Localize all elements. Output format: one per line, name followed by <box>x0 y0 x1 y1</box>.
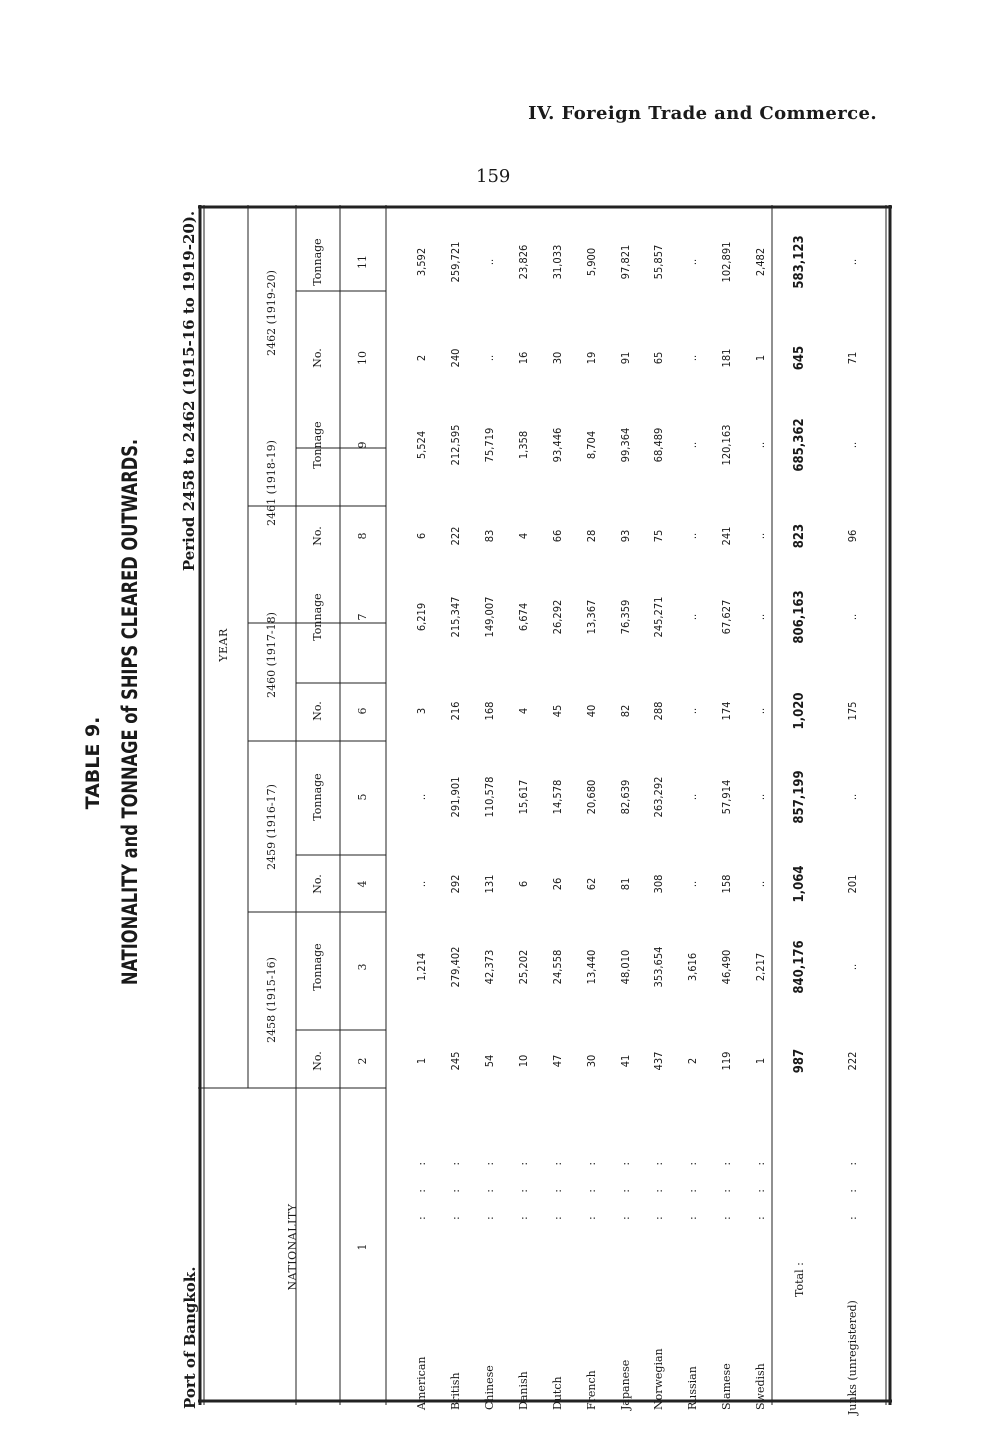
tonnage-cell: 149,007 <box>483 596 496 638</box>
row-leader-dots: : : : <box>846 1151 859 1220</box>
column-number: 6 <box>356 707 369 715</box>
no-cell: 6 <box>517 880 530 888</box>
tonnage-cell: 14,578 <box>551 779 564 815</box>
row-leader-dots: : : : <box>517 1151 530 1220</box>
tonnage-cell: .. <box>686 258 699 266</box>
nationality-name: Swedish <box>754 1363 767 1410</box>
row-leader-dots: : : : <box>483 1151 496 1220</box>
row-leader-dots: : : : <box>754 1151 767 1220</box>
no-cell: 41 <box>619 1054 632 1068</box>
year-label: 2461 (1918-19) <box>265 440 278 526</box>
no-cell: .. <box>686 707 699 715</box>
tonnage-cell: 120,163 <box>720 424 733 466</box>
tonnage-cell: 93,446 <box>551 427 564 463</box>
no-cell: 40 <box>585 704 598 718</box>
junks-tonnage-cell: .. <box>846 441 859 449</box>
no-cell: 83 <box>483 529 496 543</box>
no-cell: .. <box>686 532 699 540</box>
tonnage-cell: 6,674 <box>517 602 530 632</box>
year-label: 2462 (1919-20) <box>265 270 278 356</box>
row-leader-dots: : : : <box>585 1151 598 1220</box>
no-cell: 6 <box>415 532 428 540</box>
tonnage-column-label: Tonnage <box>311 773 324 821</box>
nationality-name: British <box>449 1372 462 1410</box>
tonnage-cell: 26,292 <box>551 599 564 635</box>
tonnage-cell: 31,033 <box>551 244 564 280</box>
no-cell: 158 <box>720 874 733 894</box>
no-cell: 75 <box>652 529 665 543</box>
no-cell: 168 <box>483 701 496 721</box>
tonnage-cell: 245,271 <box>652 596 665 638</box>
no-cell: 81 <box>619 877 632 891</box>
no-column-label: No. <box>311 348 324 368</box>
column-number: 7 <box>356 613 369 621</box>
junks-label: Junks (unregistered) <box>846 1300 859 1415</box>
year-label: 2458 (1915-16) <box>265 957 278 1043</box>
no-cell: 1 <box>754 1057 767 1065</box>
row-leader-dots: : : : <box>652 1151 665 1220</box>
tonnage-cell: 215,347 <box>449 596 462 638</box>
no-cell: .. <box>483 354 496 362</box>
no-cell: 119 <box>720 1051 733 1071</box>
no-cell: 82 <box>619 704 632 718</box>
total-no-cell: 645 <box>792 345 807 371</box>
no-cell: 1 <box>415 1057 428 1065</box>
total-tonnage-cell: 685,362 <box>792 418 807 472</box>
column-number: 4 <box>356 880 369 888</box>
no-cell: 16 <box>517 351 530 365</box>
tonnage-cell: 82,639 <box>619 779 632 815</box>
tonnage-cell: 279,402 <box>449 946 462 988</box>
junks-tonnage-cell: .. <box>846 963 859 971</box>
no-cell: 241 <box>720 526 733 546</box>
no-cell: 10 <box>517 1054 530 1068</box>
no-cell: 91 <box>619 351 632 365</box>
port-label: Port of Bangkok. <box>181 1266 199 1409</box>
no-cell: 4 <box>517 707 530 715</box>
no-cell: 66 <box>551 529 564 543</box>
tonnage-cell: .. <box>686 613 699 621</box>
tonnage-cell: 102,891 <box>720 241 733 283</box>
tonnage-column-label: Tonnage <box>311 238 324 286</box>
tonnage-cell: 1,214 <box>415 952 428 982</box>
column-number: 9 <box>356 441 369 449</box>
nationality-name: Russian <box>686 1366 699 1410</box>
year-header: YEAR <box>217 628 230 662</box>
no-cell: 30 <box>551 351 564 365</box>
tonnage-cell: 110,578 <box>483 776 496 818</box>
total-no-cell: 1,064 <box>792 865 807 903</box>
row-leader-dots: : : : <box>619 1151 632 1220</box>
tonnage-cell: 8,704 <box>585 430 598 460</box>
tonnage-cell: 259,721 <box>449 241 462 283</box>
total-tonnage-cell: 857,199 <box>792 770 807 824</box>
tonnage-cell: 15,617 <box>517 779 530 815</box>
total-tonnage-cell: 840,176 <box>792 940 807 994</box>
no-cell: .. <box>415 880 428 888</box>
row-leader-dots: : : : <box>415 1151 428 1220</box>
total-no-cell: 987 <box>792 1048 807 1074</box>
column-number: 8 <box>356 532 369 540</box>
column-number: 10 <box>356 351 369 365</box>
no-cell: 93 <box>619 529 632 543</box>
tonnage-cell: 1,358 <box>517 430 530 460</box>
column-number: 11 <box>356 255 369 269</box>
no-cell: 216 <box>449 701 462 721</box>
row-leader-dots: : : : <box>551 1151 564 1220</box>
no-cell: 4 <box>517 532 530 540</box>
section-header: IV. Foreign Trade and Commerce. <box>528 103 877 124</box>
row-leader-dots: : : : <box>720 1151 733 1220</box>
no-cell: 54 <box>483 1054 496 1068</box>
no-cell: 245 <box>449 1051 462 1071</box>
junks-no-cell: 175 <box>846 701 859 721</box>
tonnage-cell: 68,489 <box>652 427 665 463</box>
tonnage-column-label: Tonnage <box>311 593 324 641</box>
no-cell: 2 <box>686 1057 699 1065</box>
no-cell: 292 <box>449 874 462 894</box>
no-cell: 288 <box>652 701 665 721</box>
tonnage-cell: 291,901 <box>449 776 462 818</box>
no-cell: 65 <box>652 351 665 365</box>
no-cell: 26 <box>551 877 564 891</box>
total-no-cell: 1,020 <box>792 692 807 730</box>
tonnage-cell: .. <box>754 793 767 801</box>
tonnage-cell: 48,010 <box>619 949 632 985</box>
tonnage-cell: 46,490 <box>720 949 733 985</box>
no-cell: 45 <box>551 704 564 718</box>
no-cell: 308 <box>652 874 665 894</box>
page-number: 159 <box>476 166 511 187</box>
nationality-name: French <box>585 1370 598 1410</box>
column-number: 2 <box>356 1057 369 1065</box>
no-cell: 437 <box>652 1051 665 1071</box>
year-label: 2459 (1916-17) <box>265 784 278 870</box>
tonnage-cell: 3,616 <box>686 952 699 982</box>
tonnage-cell: 76,359 <box>619 599 632 635</box>
total-label: Total : <box>793 1262 806 1297</box>
no-cell: .. <box>686 354 699 362</box>
no-cell: 62 <box>585 877 598 891</box>
tonnage-cell: 5,524 <box>415 430 428 460</box>
junks-tonnage-cell: .. <box>846 793 859 801</box>
nationality-header: NATIONALITY <box>286 1203 299 1291</box>
tonnage-cell: 353,654 <box>652 946 665 988</box>
tonnage-cell: 13,367 <box>585 599 598 635</box>
tonnage-column-label: Tonnage <box>311 943 324 991</box>
no-cell: 3 <box>415 707 428 715</box>
no-cell: 47 <box>551 1054 564 1068</box>
tonnage-cell: .. <box>754 613 767 621</box>
nationality-name: Chinese <box>483 1365 496 1410</box>
row-leader-dots: : : : <box>686 1151 699 1220</box>
period-label: Period 2458 to 2462 (1915-16 to 1919-20). <box>180 210 198 572</box>
no-cell: 222 <box>449 526 462 546</box>
tonnage-cell: 24,558 <box>551 949 564 985</box>
tonnage-cell: 97,821 <box>619 244 632 280</box>
year-label: 2460 (1917-18) <box>265 612 278 698</box>
tonnage-cell: 67,627 <box>720 599 733 635</box>
tonnage-cell: 57,914 <box>720 779 733 815</box>
no-cell: .. <box>754 707 767 715</box>
tonnage-cell: 99,364 <box>619 427 632 463</box>
nationality-name: American <box>415 1356 428 1410</box>
no-column-label: No. <box>311 874 324 894</box>
junks-tonnage-cell: .. <box>846 258 859 266</box>
no-cell: 131 <box>483 874 496 894</box>
column-number: 3 <box>356 963 369 971</box>
nationality-name: Japanese <box>619 1359 632 1410</box>
tonnage-cell: 6,219 <box>415 602 428 632</box>
tonnage-cell: .. <box>415 793 428 801</box>
nationality-name: Danish <box>517 1371 530 1410</box>
tonnage-cell: 5,900 <box>585 247 598 277</box>
tonnage-cell: 75,719 <box>483 427 496 463</box>
tonnage-cell: 23,826 <box>517 244 530 280</box>
no-column-label: No. <box>311 701 324 721</box>
no-cell: 28 <box>585 529 598 543</box>
tonnage-cell: .. <box>483 258 496 266</box>
tonnage-cell: .. <box>686 793 699 801</box>
ships-table <box>198 205 892 1415</box>
tonnage-column-label: Tonnage <box>311 421 324 469</box>
no-column-label: No. <box>311 526 324 546</box>
nationality-subheader-blank <box>309 1207 327 1287</box>
no-cell: 19 <box>585 351 598 365</box>
junks-no-cell: 201 <box>846 874 859 894</box>
tonnage-cell: 212,595 <box>449 424 462 466</box>
row-leader-dots: : : : <box>449 1151 462 1220</box>
total-no-cell: 823 <box>792 523 807 549</box>
tonnage-cell: 3,592 <box>415 247 428 277</box>
no-cell: 240 <box>449 348 462 368</box>
tonnage-cell: 20,680 <box>585 779 598 815</box>
junks-tonnage-cell: .. <box>846 613 859 621</box>
document-title: NATIONALITY and TONNAGE of SHIPS CLEARED OUTWARDS. <box>118 438 142 986</box>
no-cell: .. <box>754 880 767 888</box>
tonnage-cell: 25,202 <box>517 949 530 985</box>
nationality-name: Norwegian <box>652 1348 665 1410</box>
column-number: 5 <box>356 793 369 801</box>
column-number: 1 <box>356 1243 369 1251</box>
junks-no-cell: 71 <box>846 351 859 365</box>
no-column-label: No. <box>311 1051 324 1071</box>
tonnage-cell: 2,482 <box>754 247 767 277</box>
junks-no-cell: 222 <box>846 1051 859 1071</box>
no-cell: 2 <box>415 354 428 362</box>
tonnage-cell: 55,857 <box>652 244 665 280</box>
no-cell: 1 <box>754 354 767 362</box>
total-tonnage-cell: 806,163 <box>792 590 807 644</box>
total-tonnage-cell: 583,123 <box>792 235 807 289</box>
no-cell: .. <box>754 532 767 540</box>
tonnage-cell: 2,217 <box>754 952 767 982</box>
nationality-name: Siamese <box>720 1363 733 1410</box>
tonnage-cell: .. <box>686 441 699 449</box>
tonnage-cell: 13,440 <box>585 949 598 985</box>
no-cell: 30 <box>585 1054 598 1068</box>
no-cell: 174 <box>720 701 733 721</box>
tonnage-cell: .. <box>754 441 767 449</box>
no-cell: .. <box>686 880 699 888</box>
tonnage-cell: 42,373 <box>483 949 496 985</box>
table-label: TABLE 9. <box>82 716 104 810</box>
nationality-name: Dutch <box>551 1376 564 1410</box>
no-cell: 181 <box>720 348 733 368</box>
tonnage-cell: 263,292 <box>652 776 665 818</box>
junks-no-cell: 96 <box>846 529 859 543</box>
